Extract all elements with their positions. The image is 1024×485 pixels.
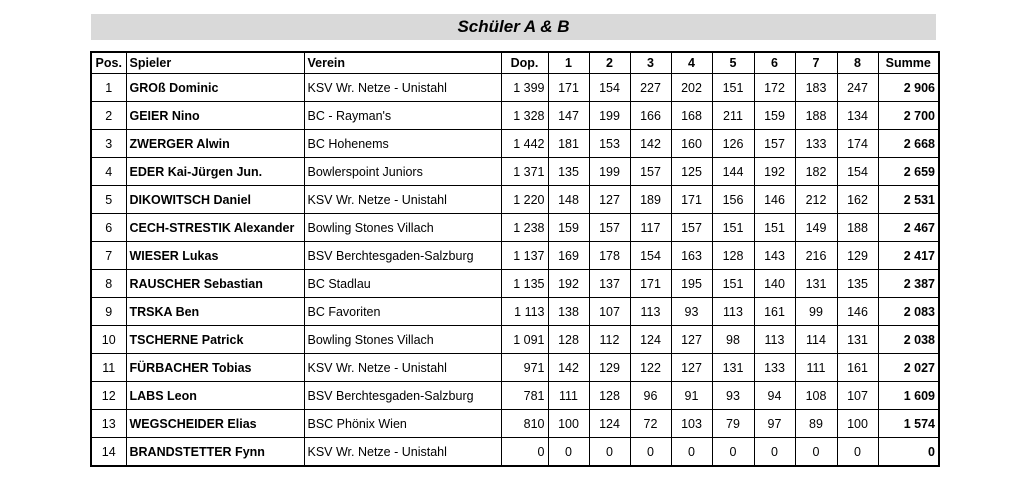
game-3-cell: 72 <box>630 410 671 438</box>
club-cell: KSV Wr. Netze - Unistahl <box>304 186 501 214</box>
table-row <box>91 298 939 326</box>
game-6-cell: 133 <box>754 354 795 382</box>
game-3-cell: 142 <box>630 130 671 158</box>
table-body <box>91 74 939 467</box>
dop-cell: 1 137 <box>501 242 548 270</box>
game-3-cell: 96 <box>630 382 671 410</box>
results-table <box>90 51 940 467</box>
game-4-cell: 157 <box>671 214 712 242</box>
game-2-cell: 128 <box>589 382 630 410</box>
game-4-cell: 171 <box>671 186 712 214</box>
game-7-cell: 182 <box>795 158 837 186</box>
sum-cell: 2 668 <box>878 130 939 158</box>
game-7-cell: 99 <box>795 298 837 326</box>
game-3-cell: 189 <box>630 186 671 214</box>
table-header <box>91 52 939 74</box>
game-7-cell: 108 <box>795 382 837 410</box>
game-8-cell: 100 <box>837 410 878 438</box>
pos-cell: 1 <box>91 74 126 102</box>
game-5-cell: 156 <box>712 186 754 214</box>
game-8-cell: 247 <box>837 74 878 102</box>
pos-cell: 2 <box>91 102 126 130</box>
pos-cell: 11 <box>91 354 126 382</box>
col-header-game-3: 3 <box>630 52 671 74</box>
game-1-cell: 148 <box>548 186 589 214</box>
table-row <box>91 382 939 410</box>
game-2-cell: 157 <box>589 214 630 242</box>
game-1-cell: 169 <box>548 242 589 270</box>
club-cell: KSV Wr. Netze - Unistahl <box>304 438 501 467</box>
game-6-cell: 97 <box>754 410 795 438</box>
col-header-game-2: 2 <box>589 52 630 74</box>
game-1-cell: 128 <box>548 326 589 354</box>
game-5-cell: 144 <box>712 158 754 186</box>
col-header-club: Verein <box>304 52 501 74</box>
col-header-game-4: 4 <box>671 52 712 74</box>
table-row <box>91 130 939 158</box>
game-5-cell: 79 <box>712 410 754 438</box>
table-row <box>91 438 939 467</box>
sum-cell: 2 038 <box>878 326 939 354</box>
club-cell: BSV Berchtesgaden-Salzburg <box>304 382 501 410</box>
pos-cell: 6 <box>91 214 126 242</box>
game-8-cell: 174 <box>837 130 878 158</box>
club-cell: BSV Berchtesgaden-Salzburg <box>304 242 501 270</box>
game-3-cell: 171 <box>630 270 671 298</box>
sum-cell: 2 387 <box>878 270 939 298</box>
player-name-cell: CECH-STRESTIK Alexander <box>126 214 304 242</box>
player-name-cell: DIKOWITSCH Daniel <box>126 186 304 214</box>
game-7-cell: 216 <box>795 242 837 270</box>
game-8-cell: 188 <box>837 214 878 242</box>
pos-cell: 13 <box>91 410 126 438</box>
game-2-cell: 0 <box>589 438 630 467</box>
game-7-cell: 89 <box>795 410 837 438</box>
pos-cell: 10 <box>91 326 126 354</box>
game-4-cell: 93 <box>671 298 712 326</box>
game-8-cell: 154 <box>837 158 878 186</box>
table-row <box>91 242 939 270</box>
club-cell: BSC Phönix Wien <box>304 410 501 438</box>
game-7-cell: 212 <box>795 186 837 214</box>
game-8-cell: 135 <box>837 270 878 298</box>
game-1-cell: 100 <box>548 410 589 438</box>
table-title: Schüler A & B <box>91 14 936 40</box>
sum-cell: 2 659 <box>878 158 939 186</box>
col-header-game-5: 5 <box>712 52 754 74</box>
game-5-cell: 131 <box>712 354 754 382</box>
table-row <box>91 74 939 102</box>
col-header-game-1: 1 <box>548 52 589 74</box>
game-6-cell: 161 <box>754 298 795 326</box>
game-7-cell: 111 <box>795 354 837 382</box>
game-4-cell: 125 <box>671 158 712 186</box>
game-6-cell: 140 <box>754 270 795 298</box>
game-5-cell: 128 <box>712 242 754 270</box>
col-header-sum: Summe <box>878 52 939 74</box>
player-name-cell: GEIER Nino <box>126 102 304 130</box>
game-5-cell: 151 <box>712 270 754 298</box>
dop-cell: 1 399 <box>501 74 548 102</box>
game-8-cell: 146 <box>837 298 878 326</box>
game-1-cell: 181 <box>548 130 589 158</box>
game-8-cell: 107 <box>837 382 878 410</box>
pos-cell: 12 <box>91 382 126 410</box>
table-row <box>91 158 939 186</box>
game-6-cell: 192 <box>754 158 795 186</box>
game-1-cell: 0 <box>548 438 589 467</box>
pos-cell: 5 <box>91 186 126 214</box>
pos-cell: 14 <box>91 438 126 467</box>
table-row <box>91 410 939 438</box>
col-header-player: Spieler <box>126 52 304 74</box>
club-cell: Bowling Stones Villach <box>304 214 501 242</box>
sum-cell: 2 531 <box>878 186 939 214</box>
game-2-cell: 127 <box>589 186 630 214</box>
game-3-cell: 122 <box>630 354 671 382</box>
game-5-cell: 98 <box>712 326 754 354</box>
game-2-cell: 129 <box>589 354 630 382</box>
game-2-cell: 153 <box>589 130 630 158</box>
game-2-cell: 199 <box>589 102 630 130</box>
player-name-cell: FÜRBACHER Tobias <box>126 354 304 382</box>
game-7-cell: 131 <box>795 270 837 298</box>
col-header-pos: Pos. <box>91 52 126 74</box>
game-6-cell: 159 <box>754 102 795 130</box>
game-7-cell: 188 <box>795 102 837 130</box>
sum-cell: 2 700 <box>878 102 939 130</box>
game-8-cell: 161 <box>837 354 878 382</box>
game-6-cell: 143 <box>754 242 795 270</box>
game-6-cell: 0 <box>754 438 795 467</box>
player-name-cell: EDER Kai-Jürgen Jun. <box>126 158 304 186</box>
game-3-cell: 154 <box>630 242 671 270</box>
dop-cell: 1 091 <box>501 326 548 354</box>
dop-cell: 781 <box>501 382 548 410</box>
sum-cell: 2 906 <box>878 74 939 102</box>
game-1-cell: 147 <box>548 102 589 130</box>
game-2-cell: 199 <box>589 158 630 186</box>
game-7-cell: 183 <box>795 74 837 102</box>
club-cell: BC - Rayman's <box>304 102 501 130</box>
table-row <box>91 186 939 214</box>
sum-cell: 1 574 <box>878 410 939 438</box>
table-row <box>91 354 939 382</box>
game-5-cell: 113 <box>712 298 754 326</box>
game-2-cell: 112 <box>589 326 630 354</box>
player-name-cell: BRANDSTETTER Fynn <box>126 438 304 467</box>
dop-cell: 1 371 <box>501 158 548 186</box>
sum-cell: 2 027 <box>878 354 939 382</box>
dop-cell: 1 135 <box>501 270 548 298</box>
game-5-cell: 93 <box>712 382 754 410</box>
game-8-cell: 129 <box>837 242 878 270</box>
pos-cell: 3 <box>91 130 126 158</box>
game-3-cell: 157 <box>630 158 671 186</box>
game-6-cell: 146 <box>754 186 795 214</box>
dop-cell: 1 328 <box>501 102 548 130</box>
game-5-cell: 151 <box>712 214 754 242</box>
dop-cell: 1 238 <box>501 214 548 242</box>
game-4-cell: 168 <box>671 102 712 130</box>
game-6-cell: 151 <box>754 214 795 242</box>
game-1-cell: 138 <box>548 298 589 326</box>
game-4-cell: 0 <box>671 438 712 467</box>
pos-cell: 8 <box>91 270 126 298</box>
dop-cell: 1 113 <box>501 298 548 326</box>
game-3-cell: 166 <box>630 102 671 130</box>
player-name-cell: WIESER Lukas <box>126 242 304 270</box>
game-5-cell: 126 <box>712 130 754 158</box>
sum-cell: 2 417 <box>878 242 939 270</box>
table-row <box>91 270 939 298</box>
game-4-cell: 160 <box>671 130 712 158</box>
game-2-cell: 154 <box>589 74 630 102</box>
club-cell: KSV Wr. Netze - Unistahl <box>304 354 501 382</box>
dop-cell: 0 <box>501 438 548 467</box>
pos-cell: 9 <box>91 298 126 326</box>
game-7-cell: 133 <box>795 130 837 158</box>
club-cell: BC Stadlau <box>304 270 501 298</box>
player-name-cell: WEGSCHEIDER Elias <box>126 410 304 438</box>
game-2-cell: 107 <box>589 298 630 326</box>
game-8-cell: 162 <box>837 186 878 214</box>
col-header-game-6: 6 <box>754 52 795 74</box>
game-6-cell: 94 <box>754 382 795 410</box>
sum-cell: 0 <box>878 438 939 467</box>
dop-cell: 810 <box>501 410 548 438</box>
game-3-cell: 113 <box>630 298 671 326</box>
game-7-cell: 0 <box>795 438 837 467</box>
player-name-cell: TSCHERNE Patrick <box>126 326 304 354</box>
club-cell: Bowling Stones Villach <box>304 326 501 354</box>
game-7-cell: 114 <box>795 326 837 354</box>
player-name-cell: LABS Leon <box>126 382 304 410</box>
dop-cell: 1 220 <box>501 186 548 214</box>
game-4-cell: 202 <box>671 74 712 102</box>
game-3-cell: 124 <box>630 326 671 354</box>
game-4-cell: 103 <box>671 410 712 438</box>
dop-cell: 971 <box>501 354 548 382</box>
game-8-cell: 131 <box>837 326 878 354</box>
game-2-cell: 178 <box>589 242 630 270</box>
game-4-cell: 163 <box>671 242 712 270</box>
game-7-cell: 149 <box>795 214 837 242</box>
game-8-cell: 134 <box>837 102 878 130</box>
club-cell: BC Hohenems <box>304 130 501 158</box>
table-row <box>91 214 939 242</box>
club-cell: KSV Wr. Netze - Unistahl <box>304 74 501 102</box>
player-name-cell: RAUSCHER Sebastian <box>126 270 304 298</box>
game-1-cell: 192 <box>548 270 589 298</box>
game-1-cell: 111 <box>548 382 589 410</box>
game-6-cell: 172 <box>754 74 795 102</box>
col-header-dop: Dop. <box>501 52 548 74</box>
player-name-cell: TRSKA Ben <box>126 298 304 326</box>
dop-cell: 1 442 <box>501 130 548 158</box>
game-6-cell: 157 <box>754 130 795 158</box>
game-6-cell: 113 <box>754 326 795 354</box>
sum-cell: 2 467 <box>878 214 939 242</box>
club-cell: Bowlerspoint Juniors <box>304 158 501 186</box>
game-4-cell: 195 <box>671 270 712 298</box>
game-1-cell: 142 <box>548 354 589 382</box>
game-8-cell: 0 <box>837 438 878 467</box>
sum-cell: 2 083 <box>878 298 939 326</box>
sum-cell: 1 609 <box>878 382 939 410</box>
col-header-game-8: 8 <box>837 52 878 74</box>
table-row <box>91 102 939 130</box>
col-header-game-7: 7 <box>795 52 837 74</box>
game-4-cell: 127 <box>671 326 712 354</box>
game-2-cell: 137 <box>589 270 630 298</box>
game-4-cell: 127 <box>671 354 712 382</box>
game-2-cell: 124 <box>589 410 630 438</box>
table-row <box>91 326 939 354</box>
game-3-cell: 0 <box>630 438 671 467</box>
player-name-cell: GROß Dominic <box>126 74 304 102</box>
game-1-cell: 171 <box>548 74 589 102</box>
pos-cell: 7 <box>91 242 126 270</box>
game-5-cell: 0 <box>712 438 754 467</box>
game-5-cell: 151 <box>712 74 754 102</box>
game-1-cell: 159 <box>548 214 589 242</box>
game-1-cell: 135 <box>548 158 589 186</box>
game-3-cell: 227 <box>630 74 671 102</box>
player-name-cell: ZWERGER Alwin <box>126 130 304 158</box>
pos-cell: 4 <box>91 158 126 186</box>
club-cell: BC Favoriten <box>304 298 501 326</box>
game-5-cell: 211 <box>712 102 754 130</box>
game-4-cell: 91 <box>671 382 712 410</box>
game-3-cell: 117 <box>630 214 671 242</box>
